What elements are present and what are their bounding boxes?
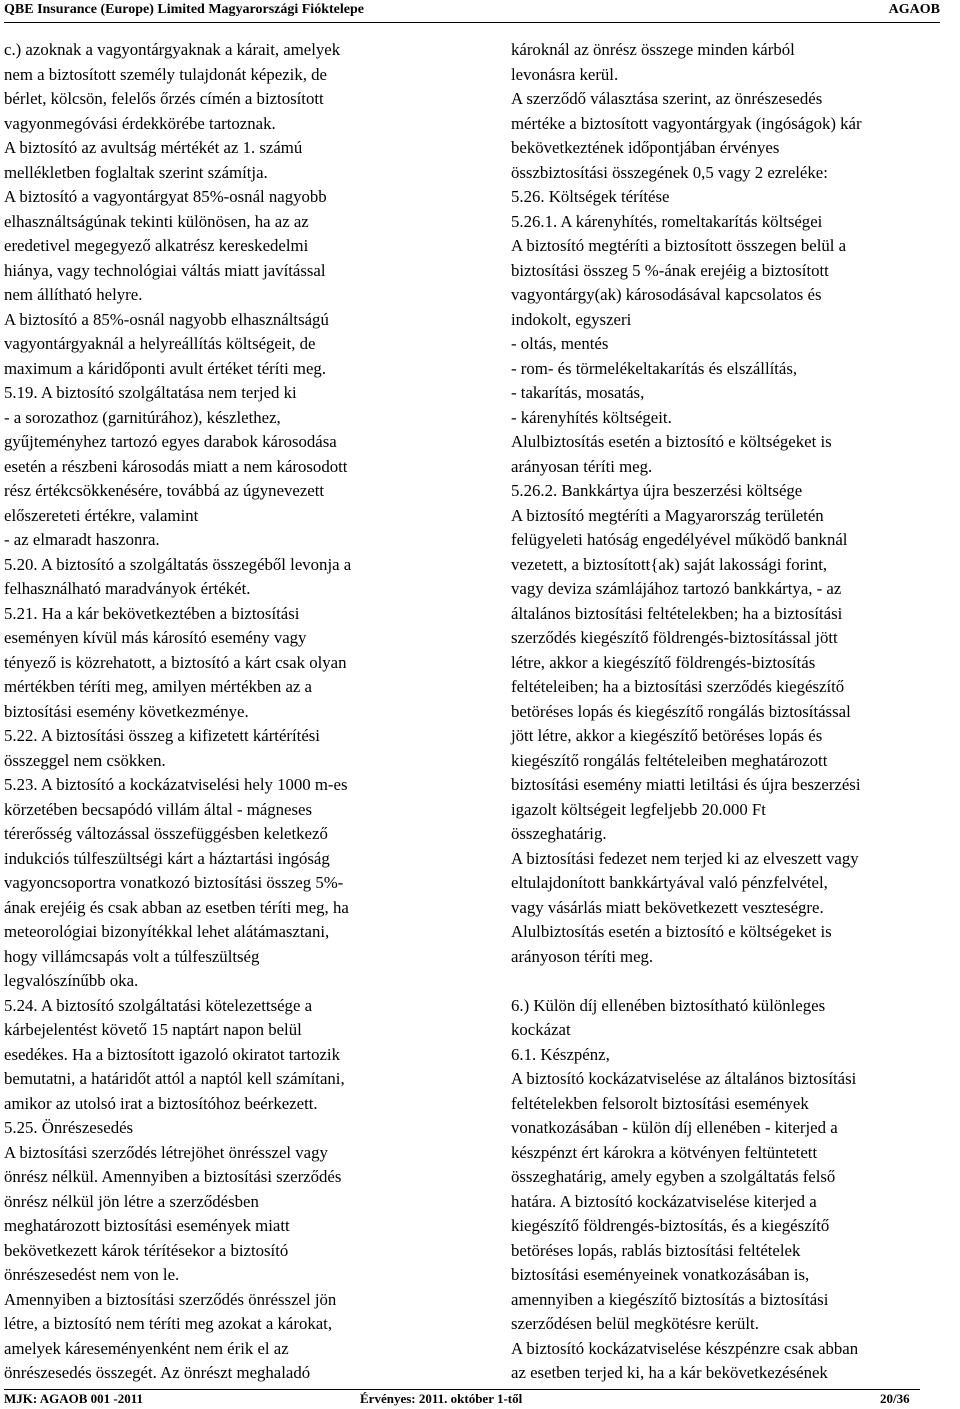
header-company: QBE Insurance (Europe) Limited Magyarországi Fióktelepe (4, 2, 364, 17)
text-line: eseményen kívül más károsító esemény vagy (4, 628, 307, 647)
text-line: létre, akkor a kiegészítő földrengés-biztosítás (511, 652, 816, 672)
page-footer (4, 1391, 920, 1407)
text-line: arányosan téríti meg. (511, 456, 653, 476)
right-text-column (511, 38, 958, 1386)
text-line: A biztosító a 85%-osnál nagyobb elhasználtságú (4, 309, 329, 329)
text-line: 5.24. A biztosító szolgáltatási kötelezettsége a (4, 995, 313, 1015)
text-line: jött létre, akkor a kiegészítő betöréses lopás és (511, 726, 823, 745)
footer-page-number: 20/36 (880, 1391, 910, 1406)
text-line: biztosítási eseményeinek vonatkozásában is, (511, 1265, 810, 1284)
text-line: hogy villámcsapás volt a túlfeszültség (4, 946, 260, 966)
text-line: összbiztosítási összegének 0,5 vagy 2 ezreléke: (511, 162, 828, 182)
text-line: vezetett, a biztosított{ak) saját lakossági forint, (511, 554, 828, 574)
text-line: meteorológiai bizonyítékkal lehet alátámasztani, (4, 922, 330, 941)
text-line: létre, a biztosító nem téríti meg azokat a károkat, (4, 1314, 333, 1333)
text-line: kiegészítő rongálás feltételeiben meghatározott (511, 750, 828, 770)
text-line: amelyek káreseményenként nem érik el az (4, 1338, 289, 1358)
text-line: A biztosítási szerződés létrejöhet önrésszel vagy (4, 1142, 328, 1162)
text-line: biztosítási összeg 5 %-ának erejéig a biztosított (511, 260, 829, 280)
text-line: 5.21. Ha a kár bekövetkeztében a biztosítási (4, 603, 300, 623)
text-line: - oltás, mentés (511, 334, 609, 353)
text-line: összeghatárig, amely egyben a szolgáltatás felső (511, 1167, 836, 1186)
text-line: önrész nélkül. Amennyiben a biztosítási szerződés (4, 1167, 342, 1186)
text-line: - az elmaradt haszonra. (4, 530, 160, 549)
text-line: vonatkozásában - külön díj ellenében - kiterjed a (511, 1118, 838, 1137)
text-line: 5.20. A biztosító a szolgáltatás összegéből levonja a (4, 554, 352, 574)
text-line: A biztosító kockázatviselése készpénzre csak abban (511, 1338, 859, 1358)
text-line: vagyoncsoportra vonatkozó biztosítási összeg 5%- (4, 873, 344, 892)
text-line: mértéke a biztosított vagyontárgyak (ingóságok) kár (511, 113, 862, 133)
header-code: AGAOB (888, 2, 940, 17)
text-line: önrészesedés összegét. Az önrészt meghaladó (4, 1363, 311, 1382)
text-line: összeghatárig. (511, 824, 607, 843)
text-line: - rom- és törmelékeltakarítás és elszállítás, (511, 358, 798, 378)
text-line: mellékletben foglaltak szerint számítja. (4, 162, 268, 182)
text-line: esetén a részbeni károsodás miatt a nem károsodott (4, 456, 348, 476)
text-line: 6.1. Készpénz, (511, 1044, 610, 1064)
text-line: felhasználható maradványok értékét. (4, 579, 251, 598)
text-line: bekövetkeztének időpontjában érvényes (511, 138, 780, 157)
text-line: nem állítható helyre. (4, 285, 143, 304)
header-rule (4, 22, 940, 23)
text-line: rész értékcsökkenésére, továbbá az úgynevezett (4, 481, 325, 500)
text-line: igazolt költségeit legfeljebb 20.000 Ft (511, 799, 766, 819)
text-line: A biztosító kockázatviselése az általános biztosítási (511, 1069, 857, 1088)
text-line: általános biztosítási feltételekben; ha a biztosítási (511, 603, 843, 623)
left-text-column (4, 38, 452, 1386)
text-line: vagyontárgyaknál a helyreállítás költségeit, de (4, 334, 316, 353)
text-line (511, 969, 958, 994)
text-line: feltételekben felsorolt biztosítási események (511, 1093, 809, 1113)
text-line: eltulajdonított bankkártyával való pénzfelvétel, (511, 873, 828, 892)
text-line: 5.26. Költségek térítése (511, 187, 670, 206)
text-line: vagy vásárlás miatt bekövetkezett veszteségre. (511, 897, 824, 917)
text-line: A biztosító a vagyontárgyat 85%-osnál nagyobb (4, 187, 327, 206)
text-line: határa. A biztosító kockázatviselése kiterjed a (511, 1191, 817, 1211)
text-line: legvalószínűbb oka. (4, 971, 139, 990)
text-line: 5.23. A biztosító a kockázatviselési hely 1000 m-es (4, 775, 348, 794)
text-line: betöréses lopás, rablás biztosítási feltételek (511, 1240, 801, 1260)
page-header (4, 0, 940, 20)
text-line: biztosítási esemény miatti letiltási és újra beszerzési (511, 775, 861, 794)
text-line: Alulbiztosítás esetén a biztosító e költségeket is (511, 432, 832, 451)
text-line: Alulbiztosítás esetén a biztosító e költségeket is (511, 922, 832, 941)
text-line: A szerződő választása szerint, az önrészesedés (511, 89, 823, 108)
text-line: 5.26.1. A kárenyhítés, romeltakarítás költségei (511, 211, 823, 231)
text-line: arányoson téríti meg. (511, 946, 654, 966)
text-line: készpénzt ért károkra a kötvényen feltüntetett (511, 1142, 818, 1162)
text-line: A biztosító megtéríti a Magyarország területén (511, 505, 824, 525)
text-line: kárbejelentést követő 15 naptárt napon belül (4, 1020, 302, 1039)
text-line: 5.26.2. Bankkártya újra beszerzési költsége (511, 481, 803, 500)
text-line: - takarítás, mosatás, (511, 383, 645, 402)
text-line: A biztosítási fedezet nem terjed ki az elveszett vagy (511, 848, 859, 868)
text-line: vagyontárgy(ak) károsodásával kapcsolatos és (511, 285, 822, 304)
text-line: bérlet, kölcsön, felelős őrzés címén a biztosított (4, 89, 324, 108)
text-line: nem a biztosított személy tulajdonát képezik, de (4, 64, 327, 84)
text-line: körzetében becsapódó villám által - mágneses (4, 799, 313, 819)
text-line: vagy deviza számlájához tartozó bankkártya, - az (511, 579, 842, 598)
text-line: elhasználtságúnak tekinti különösen, ha az az (4, 211, 309, 231)
text-line: szerződés kiegészítő földrengés-biztosítással jött (511, 628, 838, 647)
footer-doc-id: MJK: AGAOB 001 -2011 (4, 1391, 144, 1406)
text-line: - a sorozathoz (garnitúrához), készlethez, (4, 407, 281, 427)
text-line: károknál az önrész összege minden kárból (511, 40, 795, 59)
text-line: felügyeleti hatóság engedélyével működő banknál (511, 530, 848, 549)
text-line: c.) azoknak a vagyontárgyaknak a kárait, amelyek (4, 40, 341, 59)
text-line: eredetivel megegyező alkatrész kereskedelmi (4, 236, 309, 255)
text-line: indokolt, egyszeri (511, 309, 632, 329)
text-line: térerősség változással összefüggésben keletkező (4, 824, 328, 843)
text-line: szerződésen belül megkötésre került. (511, 1314, 759, 1333)
text-line: kiegészítő földrengés-biztosítás, és a kiegészítő (511, 1216, 830, 1235)
text-line: 5.22. A biztosítási összeg a kifizetett kártérítési (4, 726, 320, 745)
text-line: önrészesedést nem von le. (4, 1265, 180, 1284)
text-line: Amennyiben a biztosítási szerződés önrésszel jön (4, 1289, 337, 1309)
text-line: ának erejéig és csak abban az esetben téríti meg, ha (4, 897, 349, 917)
footer-rule (4, 1389, 920, 1390)
text-line: bemutatni, a határidőt attól a naptól kell számítani, (4, 1069, 345, 1088)
text-line: meghatározott biztosítási események miatt (4, 1216, 290, 1235)
text-line: hiánya, vagy technológiai váltás miatt javítással (4, 260, 326, 280)
text-line: bekövetkezett károk térítésekor a biztosító (4, 1240, 289, 1260)
text-line: az esetben terjed ki, ha a kár bekövetkezésének (511, 1363, 828, 1382)
text-line: gyűjteményhez tartozó egyes darabok károsodása (4, 432, 337, 451)
footer-validity: Érvényes: 2011. október 1-től (360, 1391, 523, 1406)
text-line: vagyonmegóvási érdekkörébe tartoznak. (4, 113, 276, 133)
text-line: indukciós túlfeszültségi kárt a háztartási ingóság (4, 848, 330, 868)
text-line: 6.) Külön díj ellenében biztosítható különleges (511, 995, 826, 1015)
text-line: esedékes. Ha a biztosított igazoló okiratot tartozik (4, 1044, 340, 1064)
text-line: amikor az utolsó irat a biztosítóhoz beérkezett. (4, 1093, 318, 1113)
text-line: tényező is közrehatott, a biztosító a kárt csak olyan (4, 652, 347, 672)
text-line: amennyiben a kiegészítő biztosítás a biztosítási (511, 1289, 829, 1309)
text-line: összeggel nem csökken. (4, 750, 166, 770)
text-line: betöréses lopás és kiegészítő rongálás biztosítással (511, 701, 851, 721)
text-line: A biztosító megtéríti a biztosított összegen belül a (511, 236, 847, 255)
text-line: maximum a káridőponti avult értéket téríti meg. (4, 358, 327, 378)
text-line: feltételeiben; ha a biztosítási szerződés kiegészítő (511, 677, 845, 696)
text-line: mértékben téríti meg, amilyen mértékben az a (4, 677, 312, 696)
text-line: levonásra kerül. (511, 64, 619, 84)
text-line: - kárenyhítés költségeit. (511, 407, 672, 427)
text-line: önrész nélkül jön létre a szerződésben (4, 1191, 259, 1211)
text-line: 5.25. Önrészesedés (4, 1118, 134, 1137)
text-line: biztosítási esemény következménye. (4, 701, 249, 721)
text-line: előszereteti értékre, valamint (4, 505, 199, 525)
text-line: A biztosító az avultság mértékét az 1. számú (4, 138, 303, 157)
text-line: 5.19. A biztosító szolgáltatása nem terjed ki (4, 383, 297, 402)
text-line: kockázat (511, 1020, 571, 1039)
